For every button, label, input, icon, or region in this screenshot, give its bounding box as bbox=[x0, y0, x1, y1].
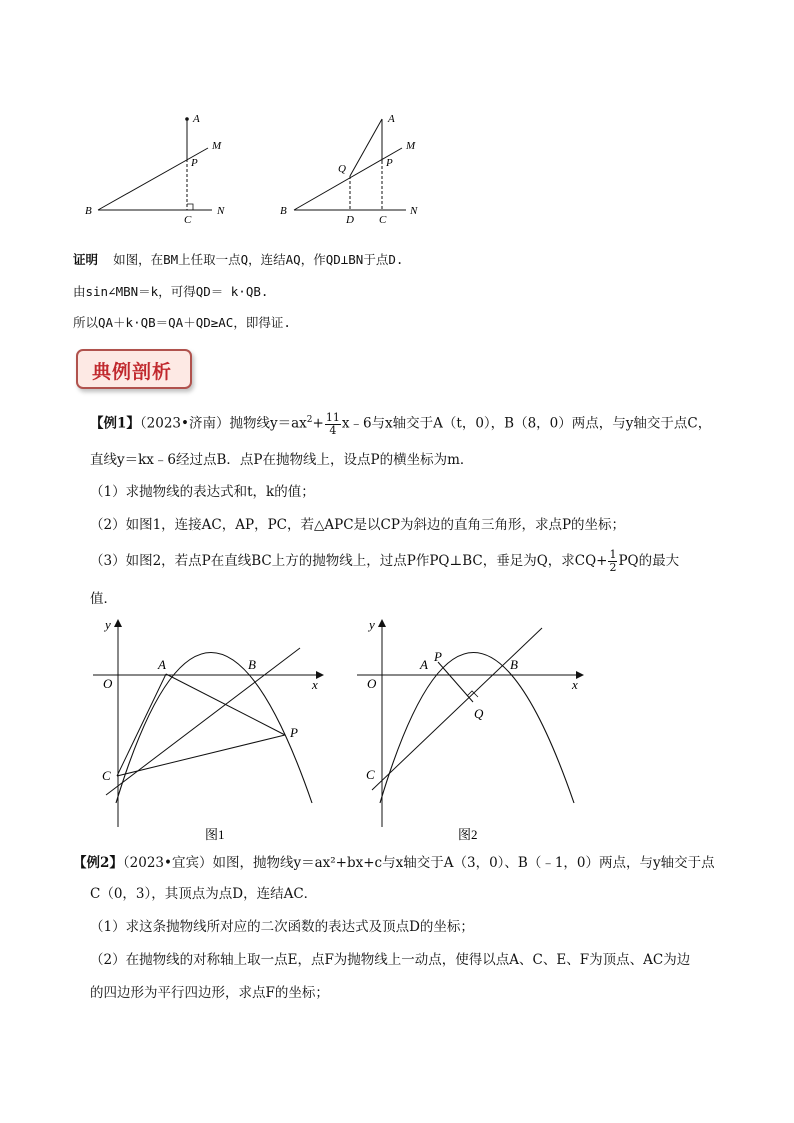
frac-numerator: 11 bbox=[325, 410, 340, 424]
label-B: B bbox=[248, 657, 256, 672]
ex1-eq-b: x﹣6与x轴交于A（t，0），B（8，0）两点，与y轴交于点C， bbox=[341, 415, 712, 432]
ex2-q2a: （2）在抛物线的对称轴上取一点E，点F为抛物线上一动点，使得以点A、C、E、F为顶点、AC为边 bbox=[90, 952, 691, 968]
label-C: C bbox=[366, 767, 375, 782]
label-x: x bbox=[572, 677, 578, 692]
label-y: y bbox=[369, 617, 375, 632]
caption-1: 图1 bbox=[205, 827, 225, 842]
ex2-q1: （1）求这条抛物线所对应的二次函数的表达式及顶点D的坐标； bbox=[90, 919, 474, 935]
label-A: A bbox=[420, 657, 428, 672]
proof-text-1: 如图，在BM上任取一点Q，连结AQ，作QD⊥BN于点D. bbox=[113, 252, 404, 267]
ex1-line-1: 【例1】（2023•济南）抛物线$y=ax^2+$ $\frac{11}{4}$ x﹣6与x轴交于A（t，0），B（8，0）两点，与y轴交于点C， bbox=[90, 410, 712, 437]
label-y: y bbox=[105, 617, 111, 632]
figure-2 bbox=[352, 615, 602, 845]
label-Q: Q bbox=[474, 706, 484, 721]
ex1-eq-a: y＝ax bbox=[269, 415, 307, 432]
frac-denominator: 2 bbox=[609, 561, 617, 574]
y-axis-arrow bbox=[114, 619, 122, 627]
label-C: C bbox=[102, 768, 111, 783]
proof-line-1 bbox=[73, 250, 403, 270]
figure-top-right bbox=[276, 108, 436, 223]
right-angle-mark bbox=[187, 204, 193, 210]
ex1-tag: 【例1】 bbox=[90, 415, 140, 432]
figure-top-left bbox=[80, 108, 240, 223]
frac-denominator: 4 bbox=[329, 423, 337, 437]
label-A: A bbox=[388, 113, 395, 125]
ex2-q2b: 的四边形为平行四边形，求点F的坐标； bbox=[90, 985, 329, 1001]
label-D: D bbox=[346, 214, 354, 223]
label-B: B bbox=[85, 205, 92, 217]
figure-1 bbox=[88, 615, 338, 845]
caption-2: 图2 bbox=[458, 827, 478, 842]
label-B: B bbox=[510, 657, 518, 672]
y-axis-arrow bbox=[378, 619, 386, 627]
label-Q: Q bbox=[338, 163, 346, 175]
label-N: N bbox=[217, 205, 225, 217]
label-O: O bbox=[103, 676, 113, 691]
point-A bbox=[185, 117, 189, 121]
segment-AC bbox=[117, 674, 166, 776]
label-A: A bbox=[193, 113, 200, 125]
ex2-line-2: C（0，3），其顶点为点D，连结AC． bbox=[90, 886, 318, 902]
ex1-line-2: 直线y＝kx﹣6经过点B．点P在抛物线上，设点P的横坐标为m． bbox=[90, 452, 474, 468]
label-A: A bbox=[158, 657, 166, 672]
section-badge bbox=[76, 349, 192, 389]
label-C: C bbox=[184, 214, 192, 223]
segment-AQ bbox=[350, 119, 382, 176]
ex1-q3b: PQ的最大 bbox=[618, 553, 680, 569]
section-badge-label: 典例剖析 bbox=[92, 361, 173, 383]
label-M: M bbox=[212, 140, 222, 152]
segment-AP bbox=[166, 674, 285, 735]
proof-label: 证明 bbox=[73, 252, 99, 267]
ex1-q1: （1）求抛物线的表达式和t，k的值； bbox=[90, 484, 315, 500]
ex1-q3 bbox=[90, 549, 679, 574]
fraction-1-2 bbox=[608, 549, 617, 574]
ex2-line-1 bbox=[73, 853, 715, 873]
label-B: B bbox=[280, 205, 287, 217]
label-x: x bbox=[312, 677, 318, 692]
proof-line-3: 所以QA＋k·QB＝QA＋QD≥AC，即得证. bbox=[73, 315, 291, 330]
segment-CP bbox=[117, 735, 285, 776]
ex1-q3-cont: 值． bbox=[90, 591, 117, 607]
label-P: P bbox=[434, 649, 442, 664]
label-P: P bbox=[191, 157, 198, 169]
label-M: M bbox=[406, 140, 416, 152]
line-BC bbox=[372, 628, 542, 790]
ex2-text-1: （2023•宜宾）如图，抛物线y＝ax²+bx+c与x轴交于A（3，0）、B（﹣1，0）两点，与y轴交于点 bbox=[122, 855, 715, 871]
frac-numerator: 1 bbox=[609, 548, 617, 561]
label-P: P bbox=[290, 725, 298, 740]
segment-PQ bbox=[438, 662, 473, 702]
label-N: N bbox=[410, 205, 418, 217]
ex1-q3a: （3）如图2，若点P在直线BC上方的抛物线上，过点P作PQ⊥BC，垂足为Q，求CQ+ bbox=[90, 553, 608, 569]
ex1-q2: （2）如图1，连接AC，AP，PC，若△APC是以CP为斜边的直角三角形，求点P的坐标； bbox=[90, 517, 626, 533]
fraction-11-4 bbox=[325, 412, 341, 437]
proof-line-2: 由sin∠MBN＝k，可得QD＝ k·QB. bbox=[73, 284, 269, 299]
line-BC bbox=[106, 648, 300, 795]
label-P: P bbox=[386, 157, 393, 169]
ex1-src: （2023•济南）抛物线 bbox=[139, 415, 270, 432]
ex2-tag: 【例2】 bbox=[73, 855, 123, 871]
label-C: C bbox=[379, 214, 387, 223]
label-O: O bbox=[367, 676, 377, 691]
